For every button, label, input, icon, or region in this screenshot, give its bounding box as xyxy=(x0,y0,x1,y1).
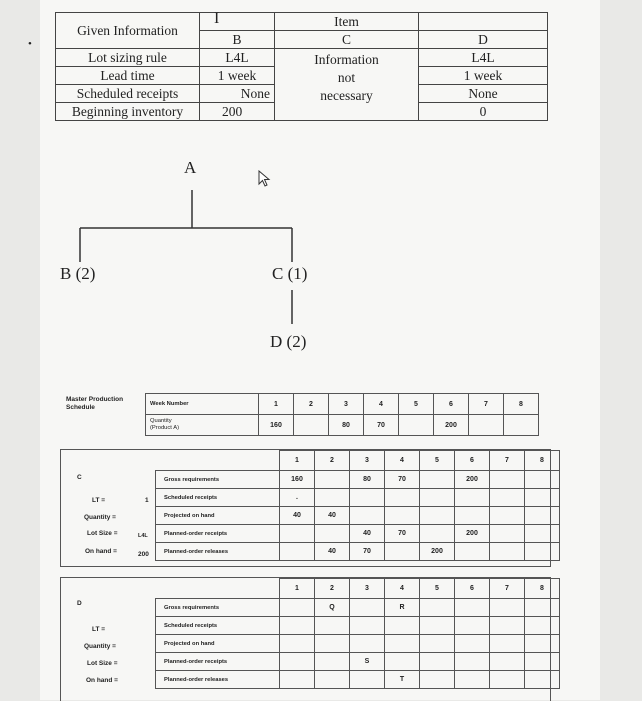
mrp-cell xyxy=(385,635,420,653)
mrp-cell: R xyxy=(385,599,420,617)
mrp-cell xyxy=(385,543,420,561)
mrp-cell xyxy=(420,653,455,671)
mrp-cell: 200 xyxy=(455,525,490,543)
node-a: A xyxy=(184,158,197,177)
mrp-cell xyxy=(420,635,455,653)
d-value: 1 week xyxy=(419,67,548,85)
week-cell: 8 xyxy=(525,451,560,471)
c-note-line: not xyxy=(337,70,356,85)
row-label: Scheduled receipts xyxy=(56,85,200,103)
mrp-cell xyxy=(525,599,560,617)
item-c-onhand-value: 200 xyxy=(138,551,149,558)
item-d-lt-label: LT = xyxy=(92,626,106,633)
mrp-cell xyxy=(455,489,490,507)
mrp-cell xyxy=(455,617,490,635)
row-label: Planned-order receipts xyxy=(156,525,280,543)
mrp-cell xyxy=(420,599,455,617)
quantity-label-line: Quantity xyxy=(150,418,172,424)
mrp-cell xyxy=(420,525,455,543)
mrp-cell xyxy=(455,543,490,561)
node-b: B (2) xyxy=(60,264,96,283)
mrp-cell: 160 xyxy=(280,471,315,489)
mrp-cell xyxy=(280,543,315,561)
item-d-onhand-label: On hand = xyxy=(86,677,118,684)
week-cell: 7 xyxy=(490,579,525,599)
mrp-cell xyxy=(420,617,455,635)
mrp-cell xyxy=(280,617,315,635)
mrp-cell: 80 xyxy=(350,471,385,489)
col-d-header: D xyxy=(419,31,548,49)
row-label: Scheduled receipts xyxy=(156,489,280,507)
mrp-cell xyxy=(525,525,560,543)
mps-qty-row xyxy=(146,415,539,436)
mrp-cell xyxy=(280,671,315,689)
mrp-row xyxy=(156,671,560,689)
week-cell: 3 xyxy=(350,579,385,599)
given-information-header: Given Information xyxy=(56,13,200,49)
row-label: Scheduled receipts xyxy=(156,617,280,635)
mrp-cell xyxy=(315,471,350,489)
mrp-cell xyxy=(525,507,560,525)
mrp-cell xyxy=(315,635,350,653)
mrp-cell xyxy=(350,635,385,653)
item-d-lot-label: Lot Size = xyxy=(87,660,118,667)
mrp-cell xyxy=(280,635,315,653)
mrp-cell: 70 xyxy=(385,525,420,543)
mrp-cell xyxy=(385,507,420,525)
item-header: Item xyxy=(275,13,419,31)
mrp-cell xyxy=(385,489,420,507)
b-value: L4L xyxy=(200,49,275,67)
week-cell: 2 xyxy=(294,394,329,415)
row-label: Lead time xyxy=(56,67,200,85)
mrp-row xyxy=(156,599,560,617)
item-c-lt-label: LT = xyxy=(92,497,106,504)
bullet-dot: • xyxy=(28,38,32,50)
mrp-cell xyxy=(315,489,350,507)
week-row xyxy=(156,579,560,599)
week-cell: 2 xyxy=(315,579,350,599)
week-cell: 8 xyxy=(504,394,539,415)
mrp-cell: 40 xyxy=(315,507,350,525)
mrp-cell: S xyxy=(350,653,385,671)
mrp-row xyxy=(156,543,560,561)
mrp-cell xyxy=(490,671,525,689)
row-label: Projected on hand xyxy=(156,635,280,653)
given-information-table xyxy=(55,12,548,121)
item-c-grid xyxy=(155,450,560,561)
mrp-cell xyxy=(315,525,350,543)
quantity-label xyxy=(146,415,259,436)
qty-cell xyxy=(504,415,539,436)
week-cell: 5 xyxy=(420,451,455,471)
mrp-cell xyxy=(490,543,525,561)
mrp-cell xyxy=(385,617,420,635)
mrp-cell xyxy=(350,599,385,617)
mrp-cell xyxy=(280,525,315,543)
mrp-row xyxy=(156,635,560,653)
info-row xyxy=(56,49,548,67)
mrp-cell xyxy=(315,617,350,635)
week-cell: 6 xyxy=(434,394,469,415)
mrp-cell xyxy=(350,489,385,507)
mrp-cell xyxy=(455,653,490,671)
blank-corner xyxy=(156,579,280,599)
mrp-cell xyxy=(525,635,560,653)
qty-cell: 200 xyxy=(434,415,469,436)
mrp-cell xyxy=(420,507,455,525)
item-c-lt-value: 1 xyxy=(145,497,149,504)
b-value: None xyxy=(200,85,275,103)
week-cell: 2 xyxy=(315,451,350,471)
week-cell: 4 xyxy=(364,394,399,415)
week-cell: 1 xyxy=(280,579,315,599)
mrp-cell xyxy=(490,507,525,525)
mps-table xyxy=(145,393,539,436)
c-note-line: Information xyxy=(314,52,379,67)
d-value: 0 xyxy=(419,103,548,121)
mrp-row xyxy=(156,525,560,543)
mrp-row xyxy=(156,489,560,507)
mps-title xyxy=(66,396,123,412)
mrp-cell xyxy=(455,507,490,525)
mrp-cell: . xyxy=(280,489,315,507)
quantity-label-line: (Product A) xyxy=(150,425,179,431)
mrp-cell xyxy=(420,471,455,489)
week-cell: 7 xyxy=(469,394,504,415)
mrp-cell xyxy=(455,635,490,653)
mrp-cell: 40 xyxy=(315,543,350,561)
item-d-grid xyxy=(155,578,560,689)
blank-header-cell-right xyxy=(419,13,548,31)
mrp-cell: 70 xyxy=(350,543,385,561)
qty-cell xyxy=(399,415,434,436)
item-c-lot-label: Lot Size = xyxy=(87,530,118,537)
qty-cell xyxy=(294,415,329,436)
mrp-cell xyxy=(490,471,525,489)
mrp-row xyxy=(156,653,560,671)
blank-corner xyxy=(156,451,280,471)
week-cell: 1 xyxy=(280,451,315,471)
week-cell: 4 xyxy=(385,451,420,471)
col-b-header: B xyxy=(200,31,275,49)
week-cell: 1 xyxy=(259,394,294,415)
row-label: Lot sizing rule xyxy=(56,49,200,67)
mrp-cell xyxy=(350,671,385,689)
row-label: Planned-order releases xyxy=(156,671,280,689)
week-cell: 6 xyxy=(455,579,490,599)
d-value: L4L xyxy=(419,49,548,67)
week-cell: 3 xyxy=(350,451,385,471)
mrp-cell: 200 xyxy=(455,471,490,489)
mrp-cell xyxy=(525,471,560,489)
mrp-cell xyxy=(525,543,560,561)
mrp-cell: 40 xyxy=(280,507,315,525)
c-note-cell xyxy=(275,49,419,121)
mrp-cell xyxy=(490,635,525,653)
mps-title-line: Master Production xyxy=(66,396,124,403)
qty-cell: 70 xyxy=(364,415,399,436)
mrp-cell xyxy=(455,671,490,689)
row-label: Planned-order releases xyxy=(156,543,280,561)
mrp-cell xyxy=(420,671,455,689)
mrp-cell xyxy=(280,653,315,671)
row-label: Planned-order receipts xyxy=(156,653,280,671)
b-value: 1 week xyxy=(200,67,275,85)
mrp-cell xyxy=(525,671,560,689)
item-c-quantity-label: Quantity = xyxy=(84,514,116,521)
mrp-row xyxy=(156,471,560,489)
mouse-pointer-icon xyxy=(258,170,272,193)
mrp-cell: 200 xyxy=(420,543,455,561)
qty-cell xyxy=(469,415,504,436)
info-header-row xyxy=(56,13,548,31)
mrp-cell xyxy=(420,489,455,507)
week-cell: 6 xyxy=(455,451,490,471)
mrp-cell xyxy=(385,653,420,671)
mps-week-row xyxy=(146,394,539,415)
row-label: Beginning inventory xyxy=(56,103,200,121)
d-value: None xyxy=(419,85,548,103)
mrp-cell xyxy=(350,507,385,525)
qty-cell: 80 xyxy=(329,415,364,436)
week-number-label: Week Number xyxy=(146,394,259,415)
mps-title-line: Schedule xyxy=(66,404,95,411)
week-cell: 4 xyxy=(385,579,420,599)
qty-cell: 160 xyxy=(259,415,294,436)
mrp-cell: 70 xyxy=(385,471,420,489)
mrp-cell xyxy=(280,599,315,617)
c-note-line: necessary xyxy=(320,88,373,103)
mrp-cell xyxy=(315,671,350,689)
week-cell: 5 xyxy=(420,579,455,599)
item-c-onhand-label: On hand = xyxy=(85,548,117,555)
node-c: C (1) xyxy=(272,264,308,283)
item-c-name: C xyxy=(77,474,82,481)
item-d-name: D xyxy=(77,600,82,607)
mrp-cell xyxy=(315,653,350,671)
item-c-lot-value: L4L xyxy=(138,533,148,539)
mrp-cell xyxy=(455,599,490,617)
mrp-cell: Q xyxy=(315,599,350,617)
mrp-cell xyxy=(350,617,385,635)
node-d: D (2) xyxy=(270,332,307,351)
mrp-cell: 40 xyxy=(350,525,385,543)
mrp-cell xyxy=(525,489,560,507)
mrp-cell xyxy=(525,617,560,635)
week-cell: 8 xyxy=(525,579,560,599)
mrp-cell xyxy=(490,525,525,543)
blank-header-cell: I xyxy=(200,13,275,31)
mrp-row xyxy=(156,507,560,525)
b-value: 200 xyxy=(200,103,275,121)
mrp-cell: T xyxy=(385,671,420,689)
mrp-cell xyxy=(525,653,560,671)
mrp-cell xyxy=(490,599,525,617)
week-cell: 3 xyxy=(329,394,364,415)
mrp-cell xyxy=(490,489,525,507)
mrp-cell xyxy=(490,653,525,671)
row-label: Gross requirements xyxy=(156,599,280,617)
row-label: Gross requirements xyxy=(156,471,280,489)
item-d-quantity-label: Quantity = xyxy=(84,643,116,650)
col-c-header: C xyxy=(275,31,419,49)
week-row xyxy=(156,451,560,471)
week-cell: 7 xyxy=(490,451,525,471)
mrp-row xyxy=(156,617,560,635)
row-label: Projected on hand xyxy=(156,507,280,525)
mrp-cell xyxy=(490,617,525,635)
week-cell: 5 xyxy=(399,394,434,415)
